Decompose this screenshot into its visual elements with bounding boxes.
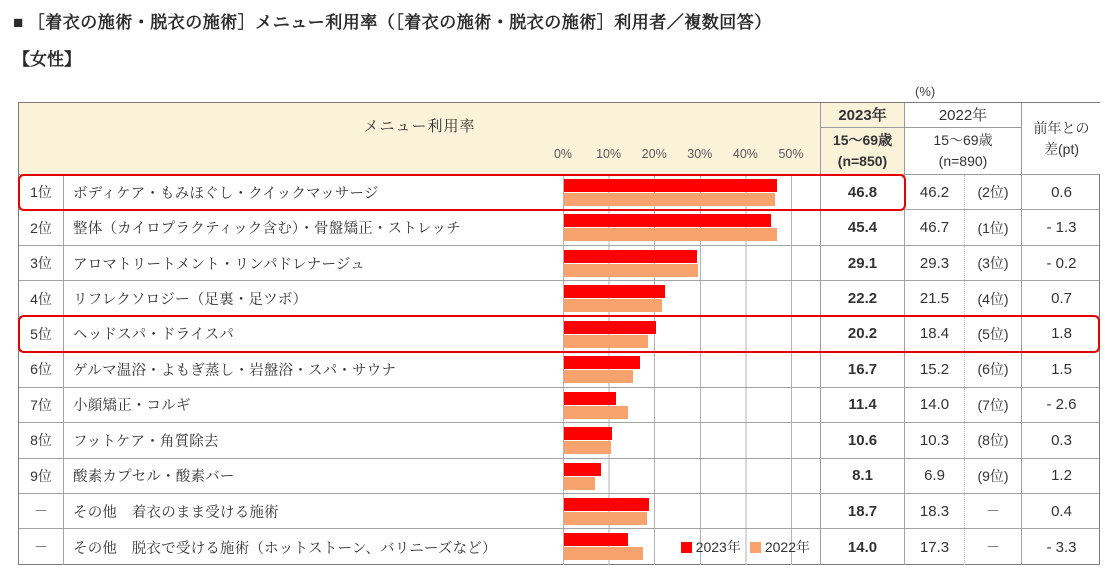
header-2022-age: 15〜69歳 [933, 132, 993, 148]
axis-ticks [553, 143, 821, 169]
value-2023-cell: 8.1 [821, 459, 905, 493]
header-menu-usage [19, 103, 821, 174]
bar-chart-cell [563, 352, 821, 386]
prev-rank-cell: (4位) [964, 281, 1022, 315]
value-2023-cell: 22.2 [821, 281, 905, 315]
bar-2023 [564, 285, 665, 298]
bar-chart-cell [563, 210, 821, 244]
bar-2022 [564, 335, 648, 348]
header-2022-year: 2022年 [905, 103, 1021, 128]
table-row [19, 210, 1099, 245]
bar-chart-cell [563, 388, 821, 422]
menu-label-cell: フットケア・角質除去 [73, 433, 219, 450]
bar-chart-cell [563, 246, 821, 280]
rank-cell: 4位 [19, 281, 64, 315]
table-row [19, 175, 1099, 210]
header-2022-sample [905, 128, 1021, 174]
value-2022-cell: 18.4 [919, 325, 950, 343]
value-2023-cell: 18.7 [821, 494, 905, 528]
header-diff-line1: 前年との [1033, 119, 1090, 136]
value-2023-cell: 10.6 [821, 423, 905, 457]
bar-2022 [564, 477, 595, 490]
diff-cell: - 3.3 [1046, 538, 1077, 556]
bar-2022 [564, 441, 611, 454]
header-diff-line2: 差(pt) [1044, 140, 1079, 157]
bar-chart-cell [563, 459, 821, 493]
menu-label-cell: ボディケア・もみほぐし・クイックマッサージ [73, 185, 379, 202]
prev-rank-cell: (2位) [964, 175, 1022, 209]
legend-swatch-icon [681, 542, 692, 553]
rank-cell: － [19, 494, 64, 528]
value-2022-cell: 21.5 [919, 290, 950, 308]
table-row [19, 459, 1099, 494]
bar-2023 [564, 214, 771, 227]
bar-chart-cell [563, 175, 821, 209]
table-row [19, 529, 1099, 564]
legend-item [681, 537, 741, 557]
bar-2022 [564, 512, 647, 525]
bar-2022 [564, 193, 775, 206]
table-row [19, 494, 1099, 529]
bar-2022 [564, 547, 643, 560]
menu-label-cell: ゲルマ温浴・よもぎ蒸し・岩盤浴・スパ・サウナ [73, 362, 397, 379]
prev-rank-cell: － [964, 494, 1022, 528]
value-2022-cell: 17.3 [919, 538, 950, 556]
prev-rank-cell: (3位) [964, 246, 1022, 280]
header-2022-column [905, 103, 1022, 174]
menu-label-cell: アロマトリートメント・リンパドレナージュ [73, 256, 365, 273]
diff-cell: 0.6 [1051, 183, 1072, 201]
value-2022-cell: 29.3 [919, 254, 950, 272]
bar-2022 [564, 406, 628, 419]
diff-cell: 1.5 [1051, 360, 1072, 378]
header-2023-sample [821, 128, 904, 174]
legend-label: 2023年 [695, 539, 741, 556]
bar-2023 [564, 250, 697, 263]
table-row [19, 352, 1099, 387]
value-2023-cell: 45.4 [821, 210, 905, 244]
diff-cell: 1.8 [1051, 325, 1072, 343]
value-2023-cell: 29.1 [821, 246, 905, 280]
header-diff-column [1022, 103, 1101, 174]
header-2023-year: 2023年 [821, 103, 904, 128]
legend-label: 2022年 [764, 539, 810, 556]
bar-2023 [564, 533, 628, 546]
bar-2023 [564, 463, 601, 476]
prev-rank-cell: (6位) [964, 352, 1022, 386]
axis-tick-label: 10% [596, 147, 622, 161]
unit-label: (%) [915, 84, 936, 99]
rank-cell: 3位 [19, 246, 64, 280]
bar-2023 [564, 498, 649, 511]
rank-cell: 2位 [19, 210, 64, 244]
page-title-text: ［着衣の施術・脱衣の施術］メニュー利用率（［着衣の施術・脱衣の施術］利用者／複数回答） [27, 13, 772, 32]
page-title [13, 8, 772, 33]
bar-chart-cell [563, 423, 821, 457]
rank-cell: － [19, 529, 64, 564]
value-2022-cell: 10.3 [919, 431, 950, 449]
value-2022-cell: 46.2 [919, 183, 950, 201]
bar-2023 [564, 427, 612, 440]
menu-label-cell: その他 脱衣で受ける施術（ホットストーン、バリニーズなど） [73, 540, 497, 557]
prev-rank-cell: (1位) [964, 210, 1022, 244]
rank-cell: 7位 [19, 388, 64, 422]
value-2023-cell: 11.4 [821, 388, 905, 422]
value-2023-cell: 20.2 [821, 317, 905, 351]
bar-2023 [564, 392, 616, 405]
header-2023-age: 15〜69歳 [832, 132, 893, 148]
menu-label-cell: ヘッドスパ・ドライスパ [73, 327, 234, 344]
axis-tick-label: 0% [553, 147, 573, 161]
chart-legend [681, 529, 810, 564]
bar-chart-cell [563, 317, 821, 351]
menu-usage-header-label: メニュー利用率 [363, 118, 476, 135]
header-2023-n: (n=850) [837, 153, 888, 169]
prev-rank-cell: (8位) [964, 423, 1022, 457]
menu-label-cell: リフレクソロジー（足裏・足ツボ） [73, 292, 308, 309]
menu-label-cell: 小顔矯正・コルギ [73, 398, 191, 415]
value-2023-cell: 14.0 [821, 529, 905, 564]
menu-label-cell: 整体（カイロプラクティック含む）・骨盤矯正・ストレッチ [73, 221, 461, 238]
rank-cell: 8位 [19, 423, 64, 457]
prev-rank-cell: (5位) [964, 317, 1022, 351]
diff-cell: 1.2 [1051, 467, 1072, 485]
menu-label-cell: その他 着衣のまま受ける施術 [73, 504, 279, 521]
legend-item [750, 537, 810, 557]
menu-label-cell: 酸素カプセル・酸素バー [73, 469, 235, 486]
diff-cell: - 2.6 [1046, 396, 1077, 414]
bar-2023 [564, 179, 777, 192]
bar-2022 [564, 228, 777, 241]
diff-cell: 0.3 [1051, 431, 1072, 449]
diff-cell: - 1.3 [1046, 219, 1077, 237]
bar-chart-cell [563, 281, 821, 315]
diff-cell: - 0.2 [1046, 254, 1077, 272]
table-row [19, 423, 1099, 458]
diff-cell: 0.7 [1051, 290, 1072, 308]
menu-usage-table [18, 102, 1100, 565]
prev-rank-cell: (9位) [964, 459, 1022, 493]
axis-tick-label: 30% [687, 147, 713, 161]
value-2022-cell: 46.7 [919, 219, 950, 237]
value-2023-cell: 16.7 [821, 352, 905, 386]
table-row [19, 317, 1099, 352]
bar-chart-cell [563, 494, 821, 528]
header-2022-n: (n=890) [938, 153, 988, 169]
bar-chart-cell [563, 529, 821, 564]
value-2023-cell: 46.8 [821, 175, 905, 209]
bar-2023 [564, 321, 656, 334]
table-row [19, 246, 1099, 281]
axis-tick-label: 40% [732, 147, 758, 161]
rank-cell: 5位 [19, 317, 64, 351]
table-body [19, 175, 1099, 565]
value-2022-cell: 18.3 [919, 502, 950, 520]
bar-2022 [564, 299, 662, 312]
table-row [19, 281, 1099, 316]
gender-label: 【女性】 [13, 50, 81, 69]
value-2022-cell: 15.2 [919, 360, 950, 378]
value-2022-cell: 6.9 [924, 467, 945, 485]
table-header [19, 103, 1099, 175]
rank-cell: 6位 [19, 352, 64, 386]
axis-tick-label: 20% [641, 147, 667, 161]
prev-rank-cell: (7位) [964, 388, 1022, 422]
prev-rank-cell: － [964, 529, 1022, 564]
axis-tick-label: 50% [778, 147, 804, 161]
header-2023-column [821, 103, 905, 174]
diff-cell: 0.4 [1051, 502, 1072, 520]
bar-2023 [564, 356, 640, 369]
table-row [19, 388, 1099, 423]
legend-swatch-icon [750, 542, 761, 553]
bar-2022 [564, 370, 633, 383]
bar-2022 [564, 264, 698, 277]
value-2022-cell: 14.0 [919, 396, 950, 414]
rank-cell: 1位 [19, 175, 64, 209]
rank-cell: 9位 [19, 459, 64, 493]
title-bullet-icon: ■ [13, 13, 24, 32]
